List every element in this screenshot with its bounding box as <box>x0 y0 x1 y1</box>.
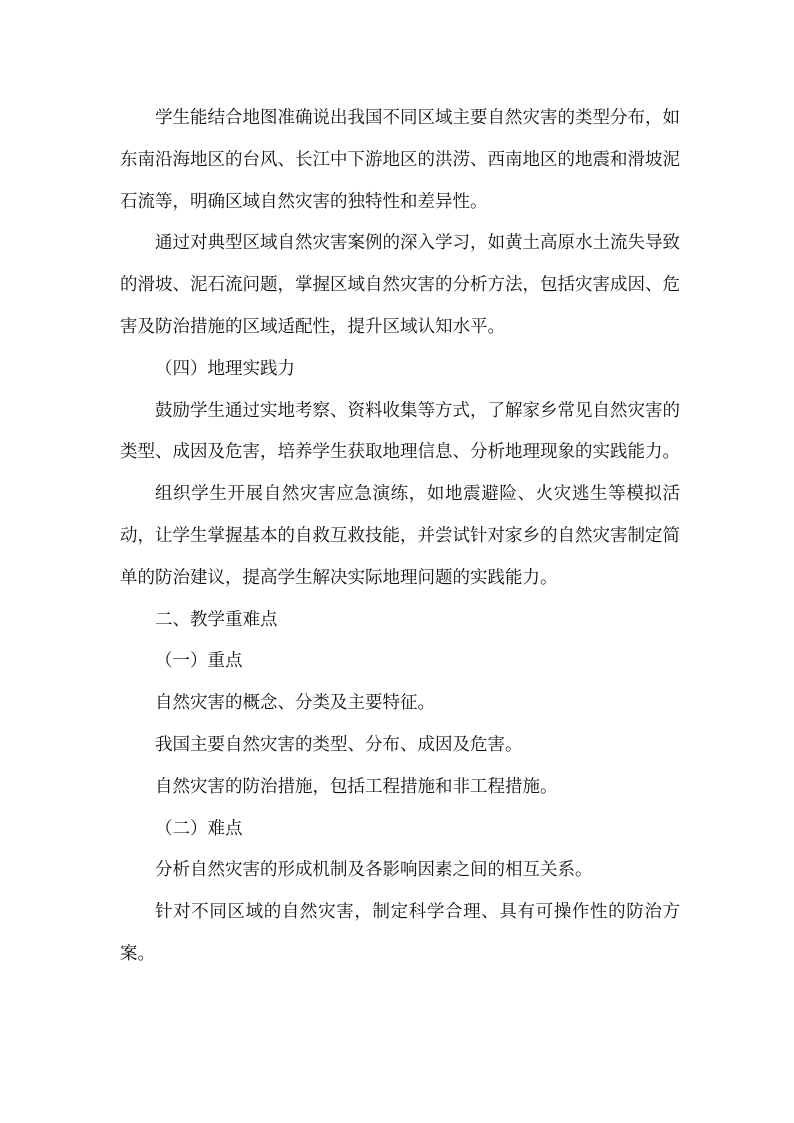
difficult-point-mechanism: 分析自然灾害的形成机制及各影响因素之间的相互关系。 <box>155 860 593 881</box>
key-point-prevention: 自然灾害的防治措施，包括工程措施和非工程措施。 <box>155 776 558 797</box>
paragraph-field-survey: 鼓励学生通过实地考察、资料收集等方式，了解家乡常见自然灾害的类型、成因及危害，培养学生获取地理信息、分析地理现象的实践能力。 <box>120 400 680 463</box>
subheading-key-points: （一）重点 <box>155 651 243 672</box>
paragraph-case-study: 通过对典型区域自然灾害案例的深入学习，如黄土高原水土流失导致的滑坡、泥石流问题，掌握区域自然灾害的分析方法，包括灾害成因、危害及防治措施的区域适配性，提升区域认知水平。 <box>120 233 680 337</box>
paragraph-regional-distribution: 学生能结合地图准确说出我国不同区域主要自然灾害的类型分布，如东南沿海地区的台风、长江中下游地区的洪涝、西南地区的地震和滑坡泥石流等，明确区域自然灾害的独特性和差异性。 <box>120 108 680 212</box>
paragraph-emergency-drill: 组织学生开展自然灾害应急演练，如地震避险、火灾逃生等模拟活动，让学生掌握基本的自救互救技能，并尝试针对家乡的自然灾害制定简单的防治建议，提高学生解决实际地理问题的实践能力。 <box>120 484 680 588</box>
section-heading-key-difficult-points: 二、教学重难点 <box>155 609 278 630</box>
section-heading-practice: （四）地理实践力 <box>155 358 295 379</box>
difficult-point-plan: 针对不同区域的自然灾害，制定科学合理、具有可操作性的防治方案。 <box>120 902 680 964</box>
document-body <box>120 98 680 976</box>
key-point-concept: 自然灾害的概念、分类及主要特征。 <box>155 693 435 714</box>
subheading-difficult-points: （二）难点 <box>155 818 243 839</box>
key-point-china-disasters: 我国主要自然灾害的类型、分布、成因及危害。 <box>155 734 523 755</box>
